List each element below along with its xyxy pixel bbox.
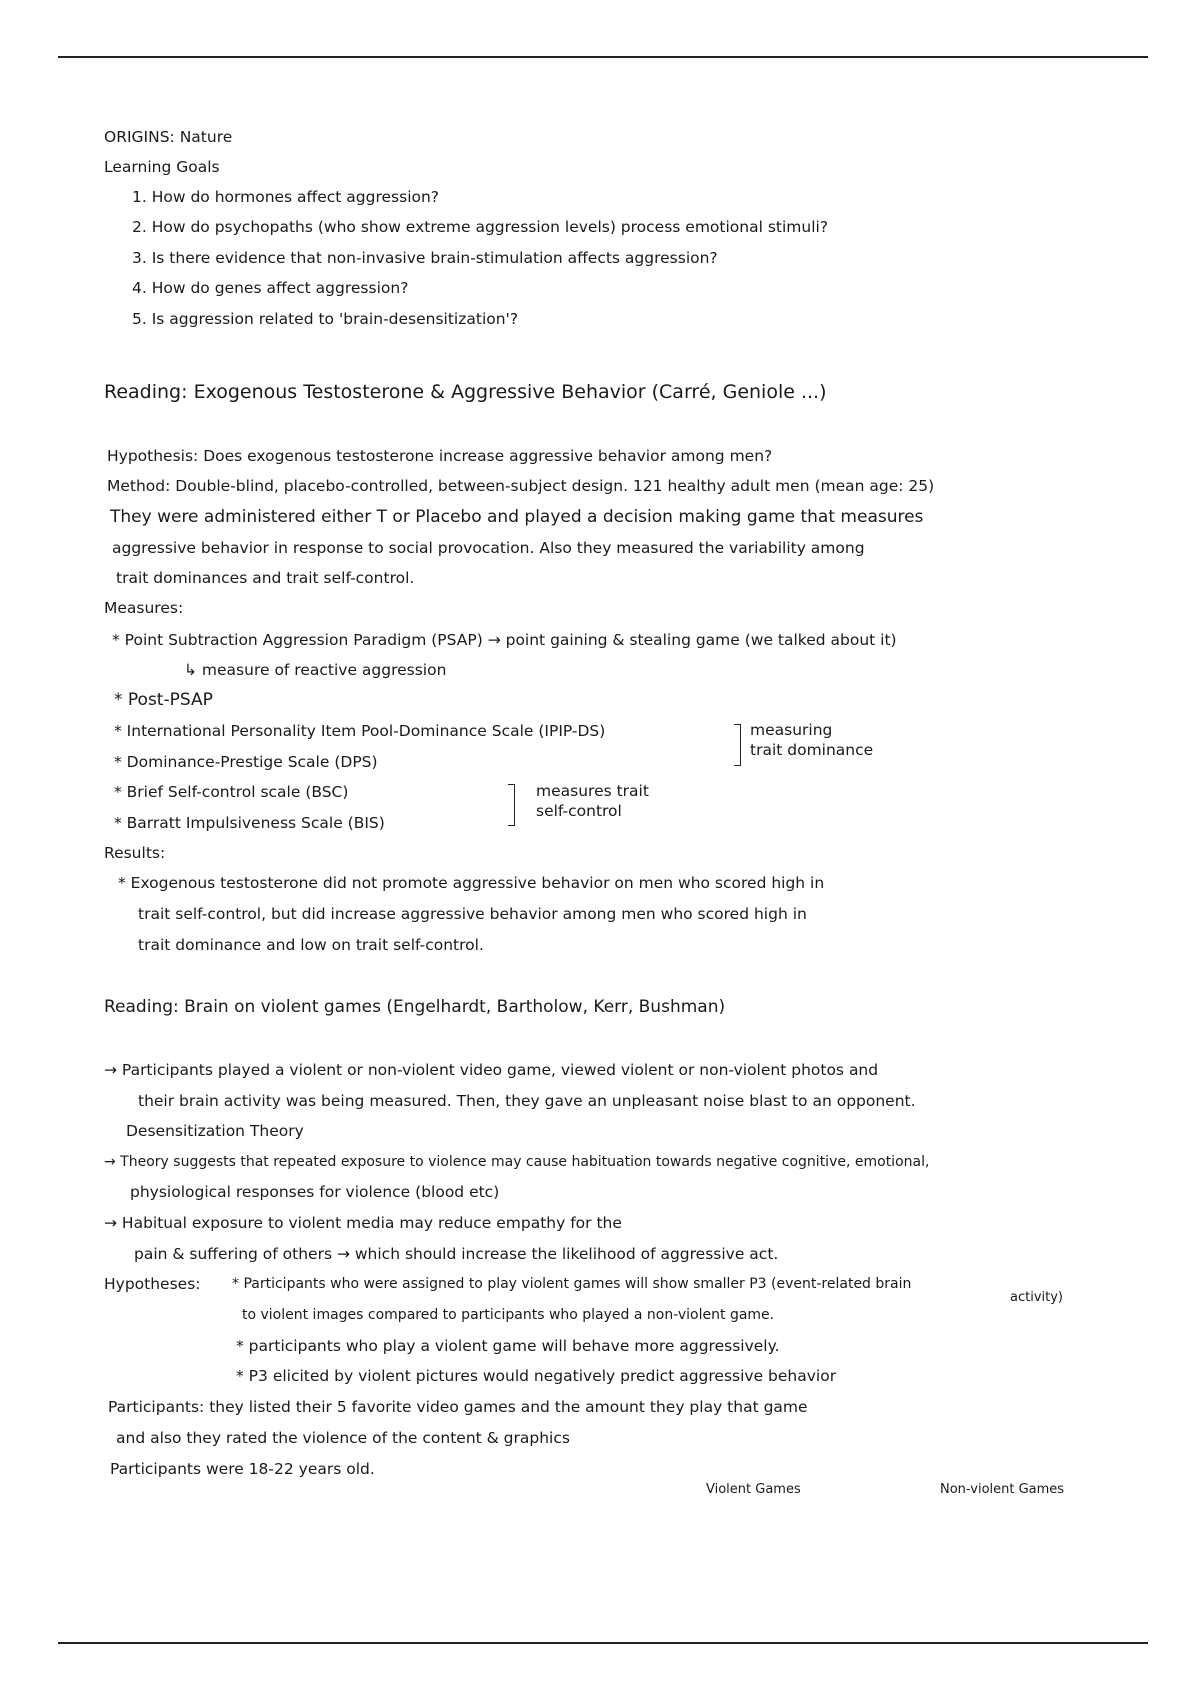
reading-2-line: → Habitual exposure to violent media may reduce empathy for the	[104, 1214, 622, 1232]
measure-item: * Point Subtraction Aggression Paradigm (PSAP) → point gaining & stealing game (we talked about it)	[112, 631, 897, 649]
bracket-selfcontrol	[508, 784, 515, 826]
hypothesis-wrap: activity)	[1010, 1290, 1063, 1305]
reading-2-line: their brain activity was being measured. Then, they gave an unpleasant noise blast to an opponent.	[138, 1092, 916, 1110]
result-line: trait self-control, but did increase aggressive behavior among men who scored high in	[138, 905, 807, 923]
hypothesis-item: * Participants who were assigned to play violent games will show smaller P3 (event-related brain	[232, 1276, 912, 1292]
measure-item: * International Personality Item Pool-Dominance Scale (IPIP-DS)	[114, 722, 606, 740]
reading-1-title: Reading: Exogenous Testosterone & Aggressive Behavior (Carré, Geniole ...)	[104, 381, 827, 403]
reading-2-line: pain & suffering of others → which should increase the likelihood of aggressive act.	[134, 1245, 779, 1263]
top-rule	[58, 56, 1148, 58]
measure-item: * Barratt Impulsiveness Scale (BIS)	[114, 814, 385, 832]
bottom-rule	[58, 1642, 1148, 1644]
hypothesis-line: Hypothesis: Does exogenous testosterone increase aggressive behavior among men?	[107, 447, 773, 465]
section-heading: ORIGINS: Nature	[104, 128, 233, 146]
bracket-dominance	[734, 724, 741, 766]
method-line: Method: Double-blind, placebo-controlled, between-subject design. 121 healthy adult men (mean age: 25)	[107, 477, 935, 495]
participants-line: and also they rated the violence of the content & graphics	[116, 1429, 570, 1447]
results-label: Results:	[104, 844, 166, 862]
hypotheses-label: Hypotheses:	[104, 1275, 201, 1293]
learning-goals-title: Learning Goals	[104, 158, 220, 176]
method-line: They were administered either T or Placebo and played a decision making game that measures	[110, 507, 924, 527]
result-line: trait dominance and low on trait self-control.	[138, 936, 484, 954]
method-line: trait dominances and trait self-control.	[116, 569, 415, 587]
goal-item: 1. How do hormones affect aggression?	[132, 188, 440, 206]
theory-label: Desensitization Theory	[126, 1122, 304, 1140]
hypothesis-item: * participants who play a violent game will behave more aggressively.	[236, 1337, 780, 1355]
measure-subnote: ↳ measure of reactive aggression	[184, 661, 447, 679]
goal-item: 5. Is aggression related to 'brain-desensitization'?	[132, 310, 519, 328]
column-header-violent: Violent Games	[706, 1482, 801, 1497]
column-header-nonviolent: Non-violent Games	[940, 1482, 1065, 1497]
goal-item: 2. How do psychopaths (who show extreme aggression levels) process emotional stimuli?	[132, 218, 829, 236]
participants-line: Participants: they listed their 5 favorite video games and the amount they play that game	[108, 1398, 808, 1416]
goal-item: 3. Is there evidence that non-invasive brain-stimulation affects aggression?	[132, 249, 718, 267]
goal-item: 4. How do genes affect aggression?	[132, 279, 409, 297]
measure-item: * Brief Self-control scale (BSC)	[114, 783, 349, 801]
method-line: aggressive behavior in response to social provocation. Also they measured the variability among	[112, 539, 865, 557]
bracket-dominance-note: trait dominance	[750, 741, 874, 759]
hypothesis-item: * P3 elicited by violent pictures would negatively predict aggressive behavior	[236, 1367, 837, 1385]
bracket-dominance-note: measuring	[750, 721, 833, 739]
measure-item: * Dominance-Prestige Scale (DPS)	[114, 753, 378, 771]
result-line: * Exogenous testosterone did not promote aggressive behavior on men who scored high in	[118, 874, 825, 892]
reading-2-line: physiological responses for violence (blood etc)	[130, 1183, 500, 1201]
reading-2-line: → Participants played a violent or non-violent video game, viewed violent or non-violent photos and	[104, 1061, 879, 1079]
hypothesis-item: to violent images compared to participants who played a non-violent game.	[242, 1307, 775, 1323]
bracket-selfcontrol-note: measures trait	[536, 782, 649, 800]
measure-item: * Post-PSAP	[114, 690, 213, 710]
reading-2-title: Reading: Brain on violent games (Engelhardt, Bartholow, Kerr, Bushman)	[104, 997, 726, 1017]
reading-2-line: → Theory suggests that repeated exposure to violence may cause habituation towards negative cognitive, emotional,	[104, 1154, 930, 1170]
measures-label: Measures:	[104, 599, 184, 617]
bracket-selfcontrol-note: self-control	[536, 802, 622, 820]
participants-line: Participants were 18-22 years old.	[110, 1460, 375, 1478]
